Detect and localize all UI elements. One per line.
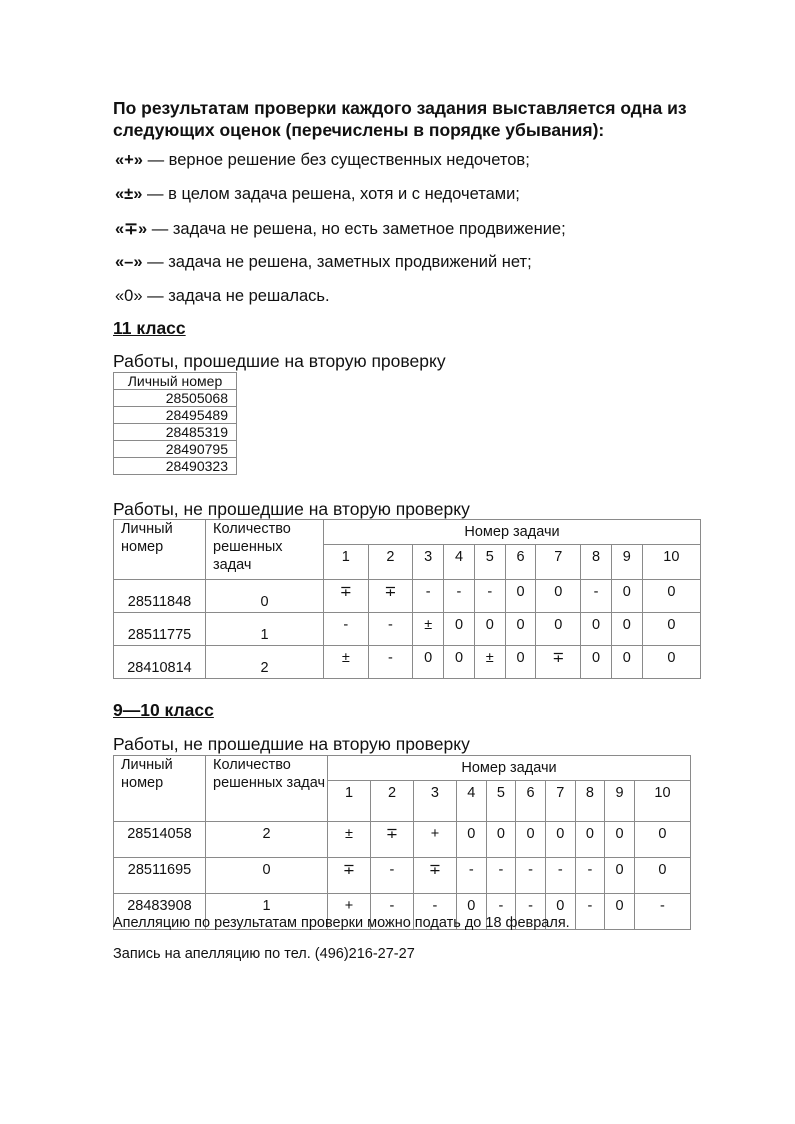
task-mark: 0 xyxy=(611,613,642,646)
failed-caption-9-10: Работы, не прошедшие на вторую проверку xyxy=(113,734,470,754)
table-row xyxy=(114,646,701,679)
task-mark: - xyxy=(324,613,369,646)
task-mark: ∓ xyxy=(413,858,456,894)
table-row xyxy=(114,613,701,646)
task-mark: 0 xyxy=(642,613,700,646)
header-solved-count: Количество решенных задач xyxy=(206,756,328,822)
grade-symbol: «0» xyxy=(115,287,143,305)
task-mark: 0 xyxy=(545,894,575,930)
task-number: 9 xyxy=(605,781,635,822)
task-mark: - xyxy=(516,858,546,894)
task-mark: ∓ xyxy=(324,580,369,613)
failed-caption-11: Работы, не прошедшие на вторую проверку xyxy=(113,499,470,519)
task-mark: - xyxy=(575,858,605,894)
task-number: 1 xyxy=(328,781,371,822)
header-task-number: Номер задачи xyxy=(324,520,701,545)
task-number: 10 xyxy=(634,781,690,822)
task-mark: - xyxy=(545,858,575,894)
table-row xyxy=(114,858,691,894)
section-title-11: 11 класс xyxy=(113,318,186,338)
task-mark: 0 xyxy=(516,822,546,858)
task-mark: - xyxy=(581,580,612,613)
header-task-number: Номер задачи xyxy=(328,756,691,781)
task-number: 7 xyxy=(536,545,581,580)
personal-id: 28511848 xyxy=(114,580,206,613)
task-mark: 0 xyxy=(474,613,505,646)
solved-count: 2 xyxy=(206,822,328,858)
task-mark: - xyxy=(474,580,505,613)
task-mark: - xyxy=(370,858,413,894)
task-mark: 0 xyxy=(536,613,581,646)
task-number: 7 xyxy=(545,781,575,822)
table-row xyxy=(114,407,237,424)
grade-symbol: «–» xyxy=(115,253,143,271)
failed-table-9-10 xyxy=(113,755,691,930)
task-mark: + xyxy=(328,894,371,930)
header-row xyxy=(114,520,701,545)
task-mark: ∓ xyxy=(328,858,371,894)
grade-description: — задача не решалась. xyxy=(142,287,330,305)
personal-id: 28490795 xyxy=(114,441,237,458)
task-mark: 0 xyxy=(444,646,475,679)
task-mark: 0 xyxy=(486,822,516,858)
task-mark: 0 xyxy=(611,646,642,679)
personal-id: 28511775 xyxy=(114,613,206,646)
grade-description: — верное решение без существенных недочетов; xyxy=(143,151,530,169)
task-mark: - xyxy=(516,894,546,930)
task-mark: - xyxy=(486,894,516,930)
table-row xyxy=(114,424,237,441)
header-solved-count: Количество решенных задач xyxy=(206,520,324,580)
task-mark: + xyxy=(413,822,456,858)
table-row xyxy=(114,822,691,858)
section-title-9-10: 9—10 класс xyxy=(113,700,214,720)
grade-plus-minus xyxy=(115,185,520,204)
task-number: 6 xyxy=(516,781,546,822)
task-number: 10 xyxy=(642,545,700,580)
task-number: 4 xyxy=(444,545,475,580)
personal-id: 28511695 xyxy=(114,858,206,894)
task-number: 3 xyxy=(413,545,444,580)
task-mark: 0 xyxy=(575,822,605,858)
task-mark: - xyxy=(368,613,413,646)
task-mark: ∓ xyxy=(536,646,581,679)
passed-table xyxy=(113,372,237,475)
personal-id: 28483908 xyxy=(114,894,206,930)
task-mark: 0 xyxy=(642,580,700,613)
grade-symbol: «+» xyxy=(115,151,143,169)
task-mark: ∓ xyxy=(368,580,413,613)
solved-count: 1 xyxy=(206,894,328,930)
header-personal-id: Личный номер xyxy=(114,520,206,580)
task-number: 5 xyxy=(486,781,516,822)
task-mark: - xyxy=(634,894,690,930)
task-mark: ± xyxy=(328,822,371,858)
task-number: 8 xyxy=(575,781,605,822)
personal-id: 28490323 xyxy=(114,458,237,475)
table-row xyxy=(114,441,237,458)
header-row xyxy=(114,756,691,781)
grade-plus xyxy=(115,151,530,170)
task-mark: 0 xyxy=(611,580,642,613)
task-mark: 0 xyxy=(444,613,475,646)
task-number: 2 xyxy=(368,545,413,580)
task-number: 6 xyxy=(505,545,536,580)
task-mark: ± xyxy=(413,613,444,646)
grade-description: — в целом задача решена, хотя и с недочетами; xyxy=(142,185,520,203)
task-number: 1 xyxy=(324,545,369,580)
task-number: 4 xyxy=(456,781,486,822)
solved-count: 0 xyxy=(206,580,324,613)
task-mark: ± xyxy=(474,646,505,679)
task-number: 2 xyxy=(370,781,413,822)
task-mark: - xyxy=(456,858,486,894)
grade-symbol: «±» xyxy=(115,185,143,203)
task-mark: 0 xyxy=(413,646,444,679)
appeal-phone: Запись на апелляцию по тел. (496)216-27-27 xyxy=(113,946,415,962)
passed-header: Личный номер xyxy=(114,373,237,390)
grade-zero xyxy=(115,287,330,306)
intro-paragraph: По результатам проверки каждого задания выставляется одна из следующих оценок (перечислены в порядке убывания): xyxy=(113,98,687,140)
task-number: 8 xyxy=(581,545,612,580)
grade-description: — задача не решена, но есть заметное продвижение; xyxy=(147,220,566,238)
personal-id: 28505068 xyxy=(114,390,237,407)
personal-id: 28495489 xyxy=(114,407,237,424)
task-mark: - xyxy=(370,894,413,930)
grade-description: — задача не решена, заметных продвижений нет; xyxy=(142,253,532,271)
task-mark: 0 xyxy=(505,613,536,646)
task-mark: 0 xyxy=(634,858,690,894)
task-mark: 0 xyxy=(581,646,612,679)
task-mark: - xyxy=(413,894,456,930)
task-mark: 0 xyxy=(605,894,635,930)
task-mark: 0 xyxy=(605,822,635,858)
task-mark: 0 xyxy=(642,646,700,679)
solved-count: 2 xyxy=(206,646,324,679)
task-number: 9 xyxy=(611,545,642,580)
task-mark: ± xyxy=(324,646,369,679)
task-mark: 0 xyxy=(545,822,575,858)
grade-minus-plus xyxy=(115,219,566,239)
table-row xyxy=(114,390,237,407)
task-mark: - xyxy=(368,646,413,679)
personal-id: 28485319 xyxy=(114,424,237,441)
appeal-deadline: Апелляцию по результатам проверки можно подать до 18 февраля. xyxy=(113,915,570,931)
task-mark: 0 xyxy=(581,613,612,646)
task-mark: 0 xyxy=(456,822,486,858)
task-mark: 0 xyxy=(505,580,536,613)
grade-minus xyxy=(115,253,532,272)
task-mark: - xyxy=(444,580,475,613)
task-mark: ∓ xyxy=(370,822,413,858)
task-mark: 0 xyxy=(536,580,581,613)
task-mark: 0 xyxy=(634,822,690,858)
task-number: 3 xyxy=(413,781,456,822)
solved-count: 1 xyxy=(206,613,324,646)
task-mark: - xyxy=(486,858,516,894)
grade-symbol: «∓» xyxy=(115,220,148,238)
personal-id: 28514058 xyxy=(114,822,206,858)
task-mark: - xyxy=(575,894,605,930)
table-row xyxy=(114,580,701,613)
failed-table-11 xyxy=(113,519,701,679)
table-row xyxy=(114,458,237,475)
task-mark: 0 xyxy=(505,646,536,679)
task-mark: 0 xyxy=(605,858,635,894)
header-personal-id: Личный номер xyxy=(114,756,206,822)
passed-caption: Работы, прошедшие на вторую проверку xyxy=(113,351,446,371)
task-mark: - xyxy=(413,580,444,613)
task-mark: 0 xyxy=(456,894,486,930)
solved-count: 0 xyxy=(206,858,328,894)
task-number: 5 xyxy=(474,545,505,580)
personal-id: 28410814 xyxy=(114,646,206,679)
